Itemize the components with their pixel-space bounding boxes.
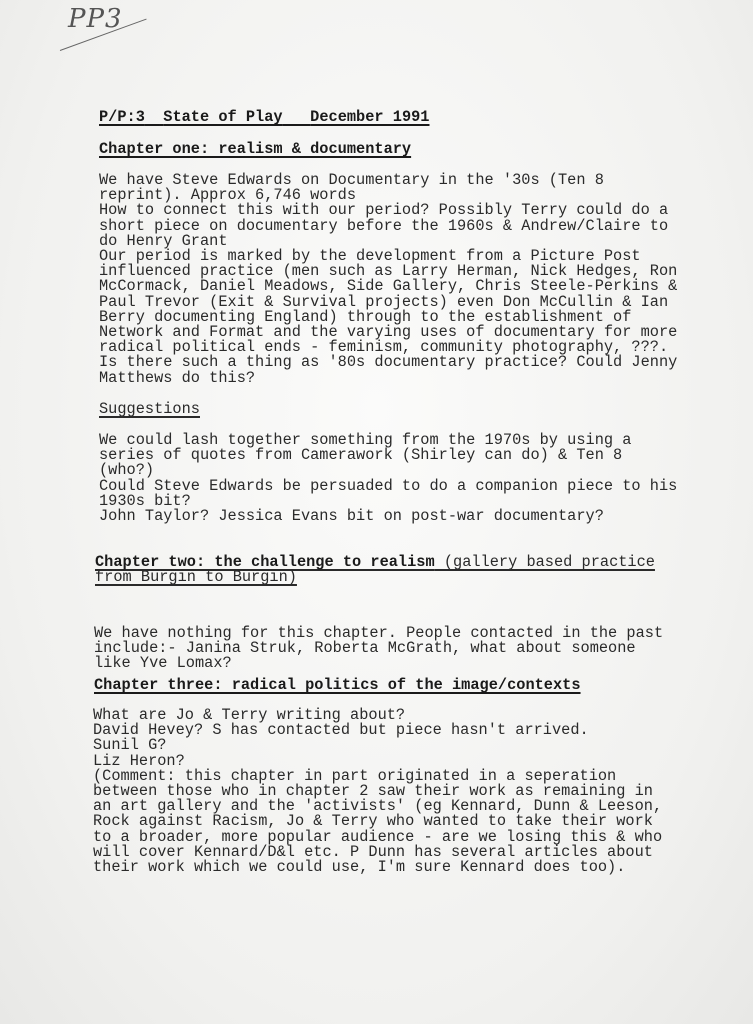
chapter2-heading-bold: Chapter two: the challenge to realism: [95, 553, 435, 571]
text-line: How to connect this with our period? Possibly Terry could do a: [99, 201, 669, 220]
text-line: John Taylor? Jessica Evans bit on post-war documentary?: [99, 507, 604, 526]
text-line: What are Jo & Terry writing about?: [93, 706, 406, 724]
text-line: short piece on documentary before the 1960s & Andrew/Claire to: [99, 216, 669, 235]
handwritten-note: PP3: [68, 4, 123, 34]
chapter2-heading: [95, 555, 655, 585]
chapter1-heading: Chapter one: realism & documentary: [99, 140, 412, 158]
text-line: include:- Janina Struk, Roberta McGrath, what about someone: [94, 639, 636, 658]
text-line: We could lash together something from the 1970s by using a: [99, 431, 632, 449]
text-line: Matthews do this?: [99, 368, 256, 387]
text-line: do Henry Grant: [99, 231, 228, 250]
suggestions-body: [99, 433, 677, 524]
text-line: We have Steve Edwards on Documentary in the '30s (Ten 8: [99, 171, 604, 189]
doc-title: State of Play: [163, 108, 283, 126]
text-line: an art gallery and the 'activists' (eg Kennard, Dunn & Leeson,: [93, 797, 663, 816]
text-line: Sunil G?: [93, 736, 167, 755]
text-line: to a broader, more popular audience - are we losing this & who: [93, 827, 663, 846]
document-header: [99, 110, 430, 125]
text-line: reprint). Approx 6,746 words: [99, 186, 357, 205]
text-line: Paul Trevor (Exit & Survival projects) even Don McCullin & Ian: [99, 292, 669, 311]
text-line: between those who in chapter 2 saw their work as remaining in: [93, 782, 653, 801]
text-line: Is there such a thing as '80s documentary practice? Could Jenny: [99, 353, 678, 372]
chapter2-body: [94, 626, 663, 672]
doc-date: December 1991: [310, 108, 430, 126]
text-line: series of quotes from Camerawork (Shirley can do) & Ten 8: [99, 446, 623, 465]
text-line: Rock against Racism, Jo & Terry who wanted to take their work: [93, 812, 653, 831]
text-line: Berry documenting England) through to the establishment of: [99, 307, 632, 326]
chapter2-heading-rest-2: from Burgin to Burgin): [95, 568, 297, 587]
chapter1-body: [99, 173, 677, 386]
chapter3-heading: Chapter three: radical politics of the image/contexts: [94, 676, 581, 694]
text-line: radical political ends - feminism, community photography, ???.: [99, 338, 669, 357]
text-line: (Comment: this chapter in part originated in a seperation: [93, 766, 617, 785]
text-line: McCormack, Daniel Meadows, Side Gallery, Chris Steele-Perkins &: [99, 277, 678, 296]
text-line: Network and Format and the varying uses of documentary for more: [99, 323, 678, 342]
text-line: their work which we could use, I'm sure Kennard does too).: [93, 858, 626, 877]
suggestions-heading: Suggestions: [99, 400, 200, 418]
text-line: influenced practice (men such as Larry Herman, Nick Hedges, Ron: [99, 262, 678, 281]
doc-code: P/P:3: [99, 108, 145, 126]
chapter3-body: [93, 708, 662, 875]
text-line: like Yve Lomax?: [94, 654, 232, 673]
text-line: 1930s bit?: [99, 491, 191, 510]
text-line: Our period is marked by the development from a Picture Post: [99, 247, 641, 266]
text-line: will cover Kennard/D&l etc. P Dunn has several articles about: [93, 842, 653, 861]
text-line: We have nothing for this chapter. People contacted in the past: [94, 624, 664, 642]
text-line: (who?): [99, 461, 155, 480]
text-line: Liz Heron?: [93, 751, 185, 770]
chapter2-heading-rest: (gallery based practice: [434, 553, 655, 571]
text-line: Could Steve Edwards be persuaded to do a companion piece to his: [99, 476, 678, 495]
text-line: David Hevey? S has contacted but piece hasn't arrived.: [93, 721, 589, 740]
